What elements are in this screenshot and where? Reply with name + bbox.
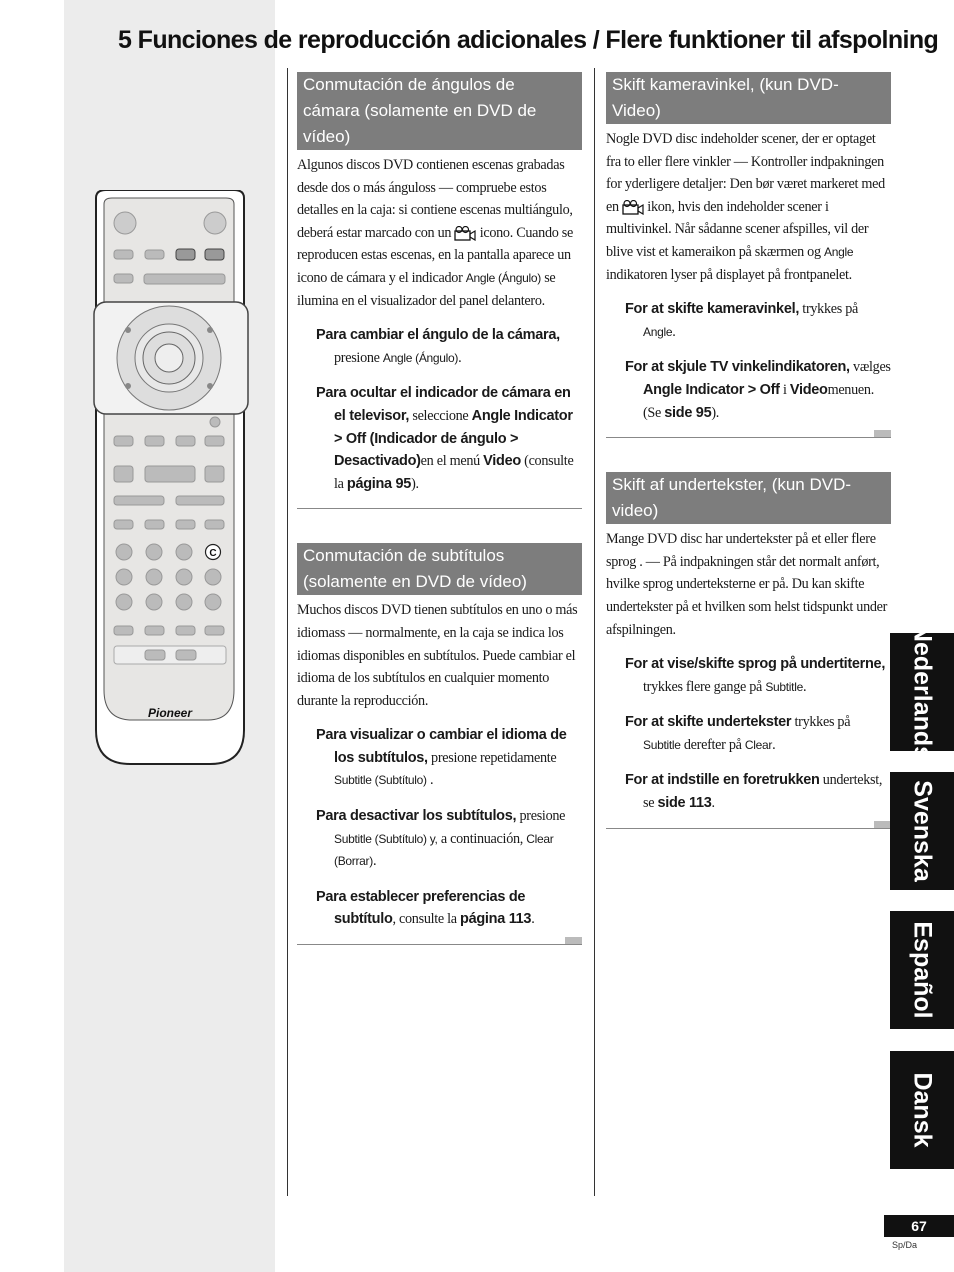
clear-key-label: C — [209, 548, 217, 559]
section-heading-es-subtitle: Conmutación de subtítulos (solamente en DVD de vídeo) — [297, 543, 582, 595]
language-tab-svenska: Svenska — [890, 772, 954, 890]
language-tab-dansk: Dansk — [890, 1051, 954, 1169]
instruction-es-angle-hide: Para ocultar el indicador de cámara en el televisor, seleccione Angle Indicator > Off (Indicador de ángulo > Desactivado)en el menú Video (consulte la página 95). — [316, 385, 574, 492]
section-divider — [606, 828, 891, 829]
instruction-es-subtitle-change: Para visualizar o cambiar el idioma de los subtítulos, presione repetidamente Subtitle (Subtítulo) . — [316, 727, 567, 789]
spanish-column — [297, 72, 582, 979]
instruction-da-subtitle-switch: For at skifte undertekster trykkes på Subtitle derefter på Clear. — [625, 714, 851, 753]
instruction-da-angle-hide: For at skjule TV vinkelindikatoren, vælges Angle Indicator > Off i Videomenuen. (Se side 95). — [625, 359, 891, 421]
page-title: 5 Funciones de reproducción adicionales / Flere funktioner til afspolning — [118, 26, 939, 54]
instruction-da-subtitle-prefs: For at indstille en foretrukken undertekst, se side 113. — [625, 772, 883, 812]
language-code: Sp/Da — [892, 1240, 918, 1250]
instruction-es-subtitle-off: Para desactivar los subtítulos, presione Subtitle (Subtítulo) y, a continuación, Clear (Borrar). — [316, 808, 566, 870]
camera-angle-icon — [622, 200, 644, 215]
column-divider-left — [287, 68, 288, 1196]
section-heading-da-subtitle: Skift af undertekster, (kun DVD-video) — [606, 472, 891, 524]
danish-column — [606, 72, 891, 863]
instruction-da-subtitle-change: For at vise/skifte sprog på undertiterne, trykkes flere gange på Subtitle. — [625, 656, 886, 695]
column-divider-right — [594, 68, 595, 1196]
paragraph-da-angle: Nogle DVD disc indeholder scener, der er optaget fra to eller flere vinkler — Kontroller indpakningen for yderligere detaljer: Den bør været markeret med en ikon, hvis den indeholder scener i multivinkel. Når sådanne scener afspilles, vil der blive vist et kameraikon på skærmen og Angle indikatoren lyser på displayet på frontpanelet. — [606, 131, 885, 283]
language-tab-nederlands: Nederlands — [890, 633, 954, 751]
paragraph-es-subtitle: Muchos discos DVD tienen subtítulos en uno o más idiomass — normalmente, en la caja se indica los idiomas disponibles en subtítulos. Puede cambiar el idioma de los subtítulos en cualquier momento durante la reproducción. — [297, 602, 578, 709]
paragraph-da-subtitle: Mange DVD disc har undertekster på et eller flere sprog . — På indpakningen står det normalt anført, hvilke sprog underteksterne er på. Du kan skifte undertekster på et hvilken som helst tidspunkt under afspilningen. — [606, 531, 888, 638]
section-divider — [297, 944, 582, 945]
paragraph-es-angle: Algunos discos DVD contienen escenas grabadas desde dos o más ánguloss — compruebe estos detalles en la caja: si contiene escenas multiángulo, deberá estar marcado con un icono. Cuando se reproducen estas escenas, en la pantalla aparece un icono de cámara y el indicador Angle (Ángulo) se ilumina en el visualizador del panel delantero. — [297, 157, 574, 309]
section-divider — [297, 508, 582, 509]
instruction-es-angle-change: Para cambiar el ángulo de la cámara, presione Angle (Ángulo). — [316, 327, 560, 366]
section-heading-da-angle: Skift kameravinkel, (kun DVD-Video) — [606, 72, 891, 124]
section-heading-es-angle: Conmutación de ángulos de cámara (solamente en DVD de vídeo) — [297, 72, 582, 150]
pioneer-logo: Pioneer — [147, 706, 193, 720]
section-divider — [606, 437, 891, 438]
remote-control-illustration — [92, 190, 252, 770]
language-tab-espanol: Español — [890, 911, 954, 1029]
instruction-da-angle-change: For at skifte kameravinkel, trykkes på Angle. — [625, 301, 859, 340]
camera-angle-icon — [454, 226, 476, 241]
page-number: 67 — [884, 1215, 954, 1237]
instruction-es-subtitle-prefs: Para establecer preferencias de subtítulo, consulte la página 113. — [316, 888, 535, 928]
